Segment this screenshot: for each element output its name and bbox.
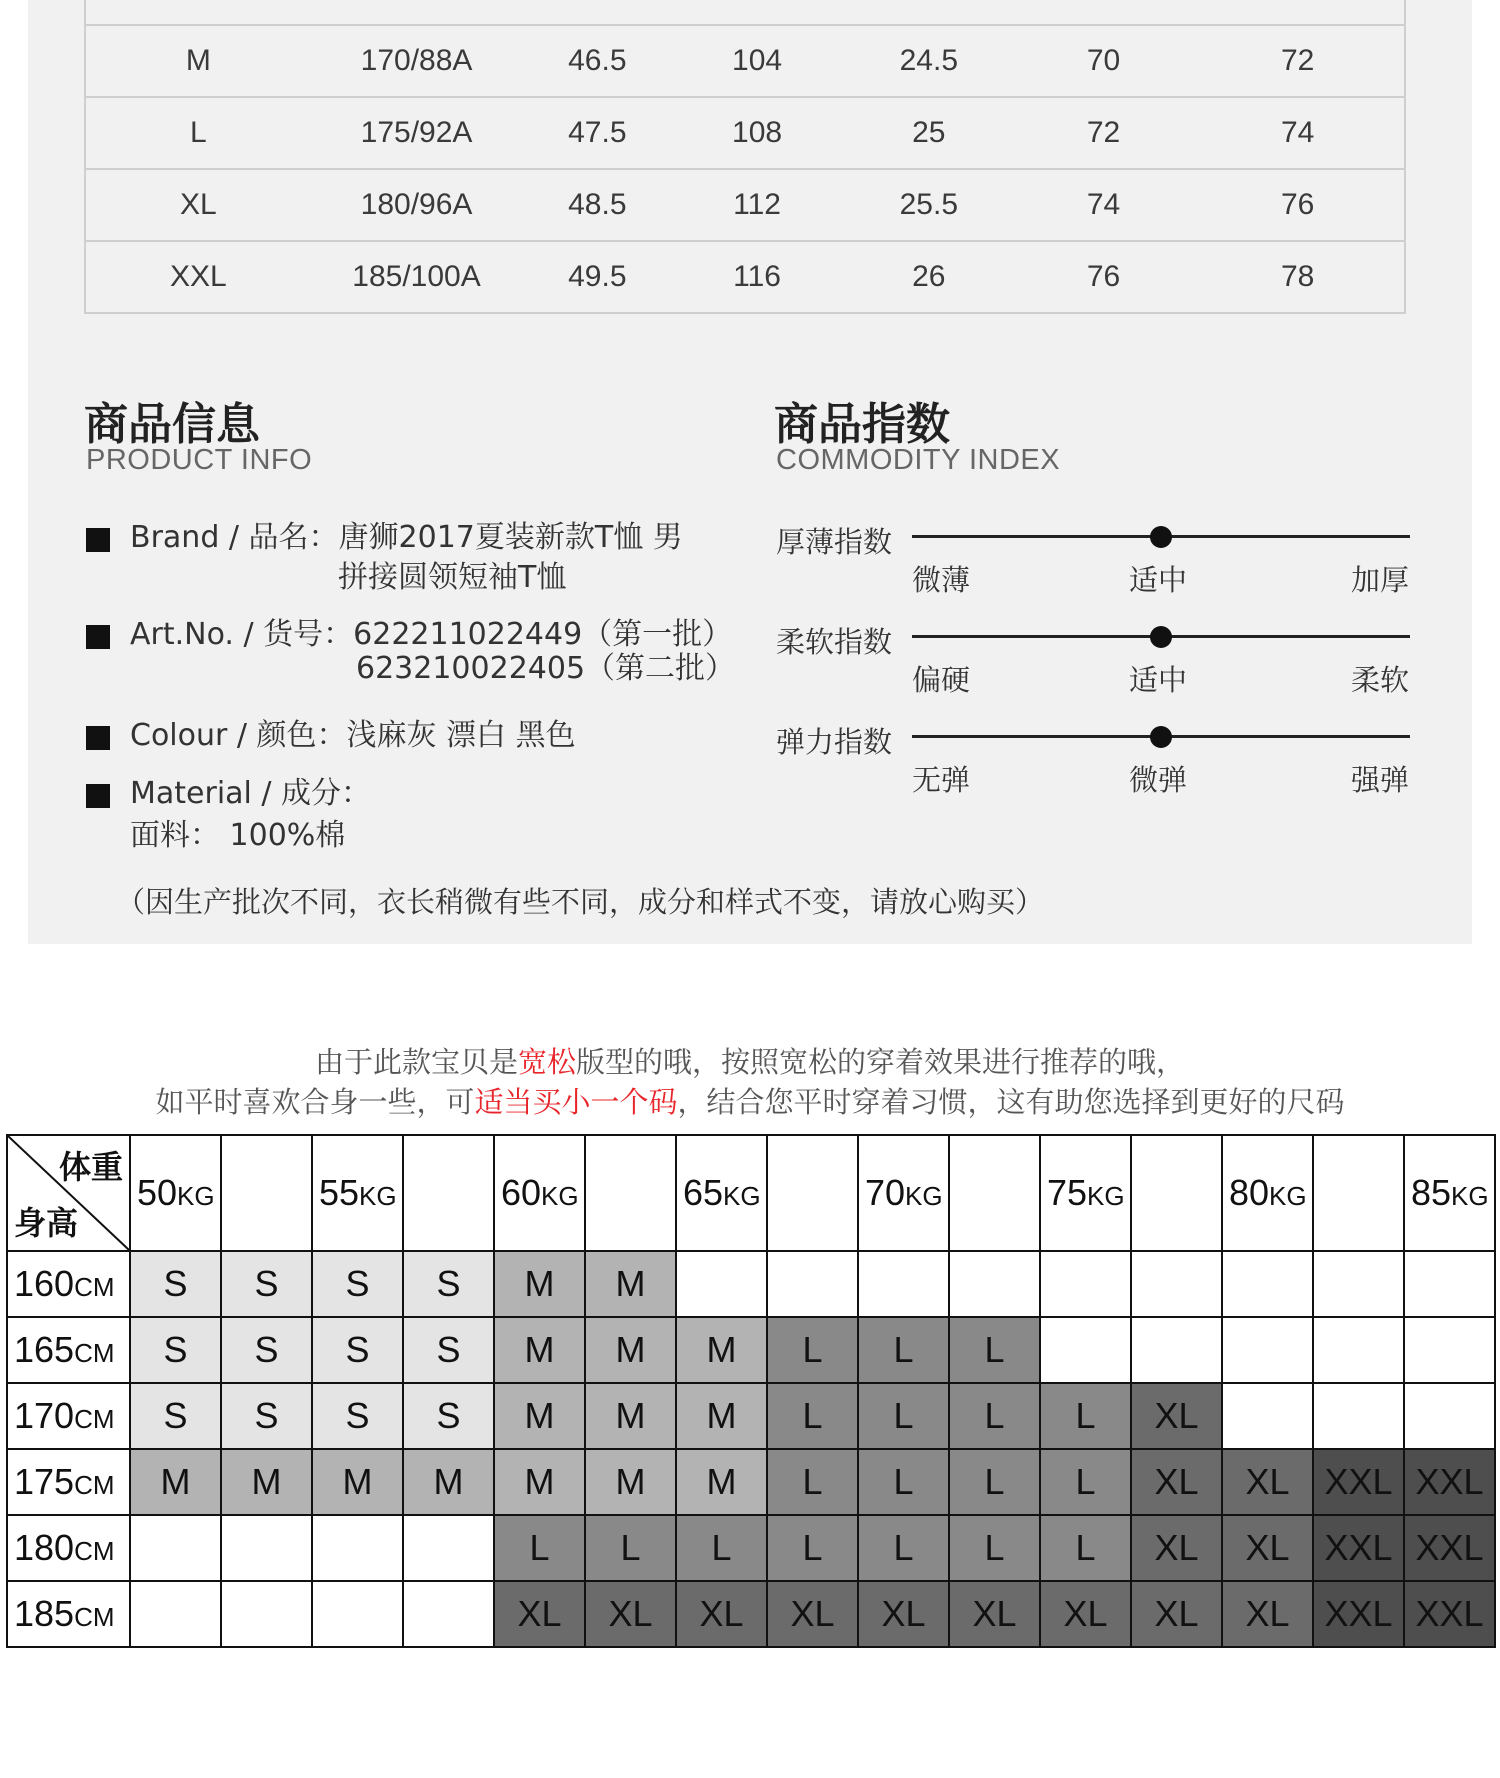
- weight-header-cell: [1313, 1135, 1404, 1251]
- size-cell: M: [403, 1449, 494, 1515]
- size-cell: [221, 1515, 312, 1581]
- commodity-index-title: 商品指数: [774, 399, 950, 450]
- index-tick-mid: 适中: [1129, 563, 1188, 597]
- size-cell: L: [494, 1515, 585, 1581]
- table-cell: 76: [1016, 241, 1192, 313]
- weight-value: 65: [683, 1172, 724, 1213]
- table-cell: 24.5: [842, 25, 1016, 97]
- size-cell: M: [494, 1251, 585, 1317]
- size-cell: [1222, 1317, 1313, 1383]
- size-cell: M: [494, 1449, 585, 1515]
- size-cell: [1131, 1251, 1222, 1317]
- weight-header-cell: [130, 1135, 221, 1251]
- size-cell: [403, 1515, 494, 1581]
- size-cell: XL: [1222, 1449, 1313, 1515]
- weight-header-cell: [403, 1135, 494, 1251]
- table-row: [85, 0, 1405, 25]
- size-cell: [949, 1251, 1040, 1317]
- index-tick-low: 偏硬: [912, 663, 971, 697]
- size-recommendation-grid: [6, 1134, 1496, 1648]
- weight-header-cell: [494, 1135, 585, 1251]
- bullet-square-icon: [86, 625, 110, 649]
- size-cell: L: [585, 1515, 676, 1581]
- table-cell: [672, 0, 842, 25]
- weight-header-row: [7, 1135, 1495, 1251]
- table-cell: 25: [842, 97, 1016, 169]
- rec-text: ，结合您平时穿着习惯，这有助您选择到更好的尺码: [677, 1085, 1345, 1119]
- size-cell: XL: [676, 1581, 767, 1647]
- weight-header-cell: [1131, 1135, 1222, 1251]
- size-cell: M: [585, 1449, 676, 1515]
- table-cell: [1191, 0, 1405, 25]
- size-cell: S: [130, 1251, 221, 1317]
- table-cell: 47.5: [522, 97, 672, 169]
- height-row: [7, 1515, 1495, 1581]
- height-unit: CM: [74, 1338, 115, 1368]
- recommendation-line2: [0, 1080, 1500, 1121]
- table-cell: 104: [672, 25, 842, 97]
- rec-text: 如平时喜欢合身一些，可: [155, 1085, 475, 1119]
- table-cell: 70: [1016, 25, 1192, 97]
- height-unit: CM: [74, 1602, 115, 1632]
- art-line2: 623210022405（第二批）: [356, 651, 736, 686]
- weight-axis-label: 体重: [58, 1148, 123, 1186]
- size-cell: XXL: [1404, 1515, 1495, 1581]
- index-label: 柔软指数: [776, 625, 893, 659]
- size-cell: L: [949, 1317, 1040, 1383]
- height-value: 170: [14, 1395, 75, 1436]
- weight-header-cell: [767, 1135, 858, 1251]
- index-tick-low: 微薄: [912, 563, 971, 597]
- height-value: 175: [14, 1461, 75, 1502]
- size-cell: [130, 1515, 221, 1581]
- size-cell: L: [767, 1317, 858, 1383]
- weight-header-cell: [1404, 1135, 1495, 1251]
- table-cell: [522, 0, 672, 25]
- size-cell: S: [221, 1383, 312, 1449]
- size-cell: M: [676, 1449, 767, 1515]
- size-cell: [1404, 1317, 1495, 1383]
- size-cell: L: [767, 1383, 858, 1449]
- table-cell: 180/96A: [311, 169, 523, 241]
- table-row: [85, 241, 1405, 313]
- index-tick-mid: 微弹: [1129, 763, 1188, 797]
- product-info-subtitle: PRODUCT INFO: [86, 444, 313, 476]
- height-header-cell: [7, 1251, 130, 1317]
- size-cell: [312, 1515, 403, 1581]
- size-cell: XL: [585, 1581, 676, 1647]
- size-cell: [1131, 1317, 1222, 1383]
- table-cell: 108: [672, 97, 842, 169]
- height-value: 160: [14, 1263, 75, 1304]
- material-line2: 面料： 100%棉: [130, 818, 346, 853]
- weight-unit: KG: [1269, 1181, 1307, 1211]
- size-cell: XXL: [1404, 1581, 1495, 1647]
- table-cell: 175/92A: [311, 97, 523, 169]
- table-row: [85, 25, 1405, 97]
- weight-unit: KG: [723, 1181, 761, 1211]
- weight-value: 70: [865, 1172, 906, 1213]
- size-cell: XXL: [1313, 1515, 1404, 1581]
- size-cell: S: [130, 1383, 221, 1449]
- size-cell: M: [130, 1449, 221, 1515]
- rec-text: 由于此款宝贝是: [314, 1045, 518, 1079]
- size-cell: XXL: [1313, 1449, 1404, 1515]
- table-cell: 170/88A: [311, 25, 523, 97]
- index-label: 厚薄指数: [776, 525, 893, 559]
- height-axis-label: 身高: [14, 1204, 79, 1242]
- table-cell: 185/100A: [311, 241, 523, 313]
- size-cell: XXL: [1313, 1581, 1404, 1647]
- material-line1: Material / 成分：: [130, 776, 372, 811]
- table-cell: [311, 0, 523, 25]
- grid-corner: [7, 1135, 130, 1251]
- size-cell: XL: [1131, 1383, 1222, 1449]
- size-cell: XL: [1222, 1581, 1313, 1647]
- height-header-cell: [7, 1515, 130, 1581]
- colour-text: Colour / 颜色：浅麻灰 漂白 黑色: [130, 718, 576, 753]
- size-cell: S: [312, 1383, 403, 1449]
- table-cell: L: [85, 97, 311, 169]
- height-row: [7, 1251, 1495, 1317]
- table-cell: 112: [672, 169, 842, 241]
- size-cell: L: [767, 1449, 858, 1515]
- size-cell: [221, 1581, 312, 1647]
- index-tick-high: 强弹: [1351, 763, 1410, 797]
- table-cell: 26: [842, 241, 1016, 313]
- index-marker: [1150, 726, 1172, 748]
- size-cell: L: [1040, 1515, 1131, 1581]
- size-cell: [1404, 1383, 1495, 1449]
- size-cell: L: [949, 1383, 1040, 1449]
- index-marker: [1150, 526, 1172, 548]
- table-cell: M: [85, 25, 311, 97]
- size-cell: M: [676, 1317, 767, 1383]
- size-cell: M: [494, 1317, 585, 1383]
- commodity-index-subtitle: COMMODITY INDEX: [776, 444, 1061, 476]
- table-cell: 25.5: [842, 169, 1016, 241]
- table-cell: [842, 0, 1016, 25]
- height-unit: CM: [74, 1470, 115, 1500]
- rec-text: 版型的哦，按照宽松的穿着效果进行推荐的哦，: [576, 1045, 1186, 1079]
- table-cell: 74: [1191, 97, 1405, 169]
- size-cell: L: [858, 1383, 949, 1449]
- size-cell: S: [403, 1383, 494, 1449]
- height-unit: CM: [74, 1404, 115, 1434]
- weight-unit: KG: [177, 1181, 215, 1211]
- size-cell: XL: [1222, 1515, 1313, 1581]
- weight-unit: KG: [1451, 1181, 1489, 1211]
- size-cell: [312, 1581, 403, 1647]
- table-cell: 72: [1016, 97, 1192, 169]
- size-cell: [1313, 1317, 1404, 1383]
- size-cell: [130, 1581, 221, 1647]
- size-cell: [1040, 1317, 1131, 1383]
- size-cell: L: [949, 1515, 1040, 1581]
- size-cell: L: [1040, 1449, 1131, 1515]
- art-line1: Art.No. / 货号：622211022449（第一批）: [130, 617, 733, 652]
- size-cell: L: [858, 1317, 949, 1383]
- weight-header-cell: [949, 1135, 1040, 1251]
- brand-line1: Brand / 品名：唐狮2017夏装新款T恤 男: [130, 520, 683, 555]
- size-cell: S: [312, 1317, 403, 1383]
- weight-value: 50: [137, 1172, 178, 1213]
- height-row: [7, 1317, 1495, 1383]
- height-header-cell: [7, 1383, 130, 1449]
- size-cell: [767, 1251, 858, 1317]
- weight-header-cell: [676, 1135, 767, 1251]
- size-cell: L: [767, 1515, 858, 1581]
- size-cell: XL: [858, 1581, 949, 1647]
- index-tick-high: 加厚: [1351, 563, 1410, 597]
- size-measure-table: [84, 0, 1406, 314]
- table-cell: 78: [1191, 241, 1405, 313]
- table-cell: 74: [1016, 169, 1192, 241]
- size-cell: XL: [1131, 1449, 1222, 1515]
- table-cell: XL: [85, 169, 311, 241]
- table-cell: 49.5: [522, 241, 672, 313]
- size-cell: L: [858, 1515, 949, 1581]
- size-cell: L: [676, 1515, 767, 1581]
- height-unit: CM: [74, 1272, 115, 1302]
- size-cell: M: [221, 1449, 312, 1515]
- table-row: [85, 169, 1405, 241]
- weight-header-cell: [1222, 1135, 1313, 1251]
- size-cell: S: [221, 1317, 312, 1383]
- size-cell: S: [130, 1317, 221, 1383]
- height-row: [7, 1449, 1495, 1515]
- size-cell: M: [585, 1251, 676, 1317]
- index-label: 弹力指数: [776, 725, 893, 759]
- height-value: 185: [14, 1593, 75, 1634]
- table-cell: 48.5: [522, 169, 672, 241]
- weight-unit: KG: [359, 1181, 397, 1211]
- weight-unit: KG: [905, 1181, 943, 1211]
- height-header-cell: [7, 1449, 130, 1515]
- size-cell: XL: [1040, 1581, 1131, 1647]
- size-cell: L: [1040, 1383, 1131, 1449]
- size-cell: [1313, 1383, 1404, 1449]
- size-cell: [403, 1581, 494, 1647]
- bullet-square-icon: [86, 528, 110, 552]
- size-cell: [858, 1251, 949, 1317]
- size-cell: [1222, 1251, 1313, 1317]
- table-cell: [85, 0, 311, 25]
- index-marker: [1150, 626, 1172, 648]
- brand-line2: 拼接圆领短袖T恤: [338, 560, 567, 595]
- rec-highlight: 适当买小一个码: [474, 1085, 678, 1119]
- size-cell: M: [676, 1383, 767, 1449]
- size-cell: XL: [1131, 1581, 1222, 1647]
- size-cell: [1313, 1251, 1404, 1317]
- size-cell: L: [949, 1449, 1040, 1515]
- height-row: [7, 1581, 1495, 1647]
- weight-value: 60: [501, 1172, 542, 1213]
- size-cell: XL: [494, 1581, 585, 1647]
- product-info-title: 商品信息: [84, 399, 260, 450]
- batch-note: （因生产批次不同，衣长稍微有些不同，成分和样式不变，请放心购买）: [116, 885, 1045, 919]
- weight-value: 85: [1411, 1172, 1452, 1213]
- weight-unit: KG: [1087, 1181, 1125, 1211]
- size-cell: [1040, 1251, 1131, 1317]
- weight-value: 80: [1229, 1172, 1270, 1213]
- weight-header-cell: [858, 1135, 949, 1251]
- size-cell: M: [494, 1383, 585, 1449]
- weight-unit: KG: [541, 1181, 579, 1211]
- size-cell: XL: [949, 1581, 1040, 1647]
- height-value: 180: [14, 1527, 75, 1568]
- table-cell: 116: [672, 241, 842, 313]
- index-tick-low: 无弹: [912, 763, 971, 797]
- weight-header-cell: [1040, 1135, 1131, 1251]
- size-cell: [1222, 1383, 1313, 1449]
- weight-header-cell: [585, 1135, 676, 1251]
- size-cell: M: [312, 1449, 403, 1515]
- size-cell: S: [403, 1317, 494, 1383]
- size-cell: L: [858, 1449, 949, 1515]
- rec-highlight: 宽松: [517, 1045, 576, 1079]
- table-cell: [1016, 0, 1192, 25]
- table-cell: 46.5: [522, 25, 672, 97]
- size-cell: M: [585, 1383, 676, 1449]
- height-unit: CM: [74, 1536, 115, 1566]
- bullet-square-icon: [86, 784, 110, 808]
- weight-header-cell: [221, 1135, 312, 1251]
- table-cell: 72: [1191, 25, 1405, 97]
- recommendation-line1: [0, 1040, 1500, 1081]
- size-cell: M: [585, 1317, 676, 1383]
- size-cell: XXL: [1404, 1449, 1495, 1515]
- height-header-cell: [7, 1317, 130, 1383]
- weight-value: 55: [319, 1172, 360, 1213]
- size-cell: [1404, 1251, 1495, 1317]
- size-cell: S: [221, 1251, 312, 1317]
- weight-value: 75: [1047, 1172, 1088, 1213]
- bullet-square-icon: [86, 726, 110, 750]
- height-row: [7, 1383, 1495, 1449]
- table-cell: XXL: [85, 241, 311, 313]
- size-cell: [676, 1251, 767, 1317]
- size-cell: S: [312, 1251, 403, 1317]
- table-cell: 76: [1191, 169, 1405, 241]
- height-value: 165: [14, 1329, 75, 1370]
- index-tick-mid: 适中: [1129, 663, 1188, 697]
- height-header-cell: [7, 1581, 130, 1647]
- table-row: [85, 97, 1405, 169]
- size-cell: XL: [767, 1581, 858, 1647]
- size-cell: XL: [1131, 1515, 1222, 1581]
- index-tick-high: 柔软: [1351, 663, 1410, 697]
- weight-header-cell: [312, 1135, 403, 1251]
- size-cell: S: [403, 1251, 494, 1317]
